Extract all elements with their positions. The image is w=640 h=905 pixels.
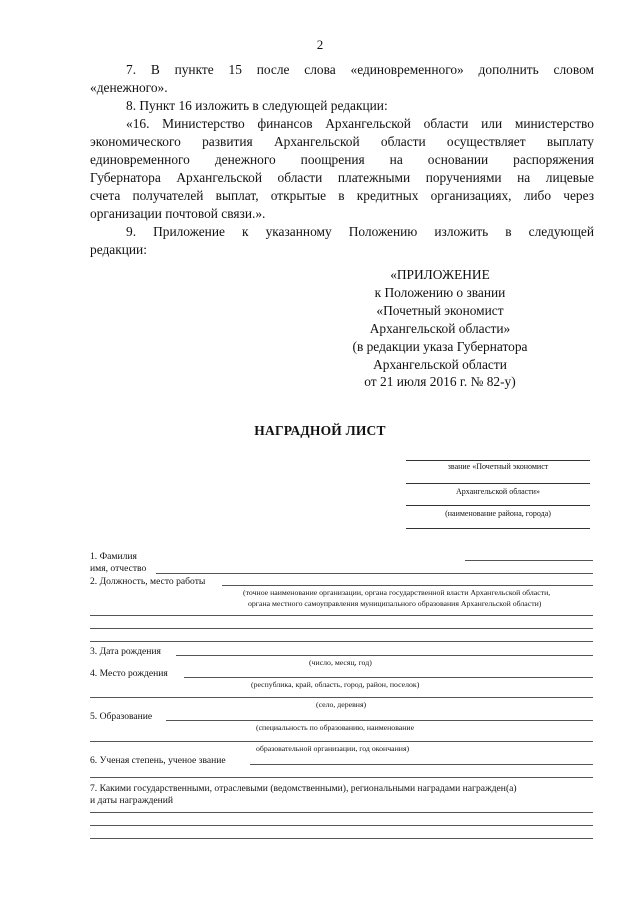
position-field-2[interactable]: [90, 615, 593, 616]
amendment-7: [90, 61, 594, 97]
amendment-16-line-2: экономического развития Архангельской области осуществляет выплату: [90, 134, 594, 149]
appendix-heading: [335, 266, 545, 391]
district-caption: (наименование района, города): [445, 509, 551, 518]
name-label: имя, отчество: [90, 563, 147, 574]
district-line: [406, 505, 590, 506]
amendment-8-line: 8. Пункт 16 изложить в следующей редакции:: [126, 98, 388, 113]
education-hint-1: (специальность по образованию, наименование: [256, 723, 415, 732]
birth-date-hint: (число, месяц, год): [309, 658, 372, 667]
rank-caption-1: звание «Почетный экономист: [447, 462, 549, 471]
position-hint-2: органа местного самоуправления муниципального образования Архангельской области): [248, 599, 542, 608]
district-line-2: [406, 528, 590, 529]
appendix-line-2: к Положению о звании: [374, 284, 506, 300]
appendix-line-4: Архангельской области»: [369, 320, 511, 336]
position-label: 2. Должность, место работы: [90, 576, 206, 587]
position-hint-1: (точное наименование организации, органа государственной власти Архангельской области,: [243, 588, 551, 597]
amendment-16-line-4: Губернатора Архангельской области платежными поручениями на лицевые: [90, 170, 594, 185]
rank-line-2: [406, 483, 590, 484]
amendment-16-line-3: единовременного денежного поощрения на основании распоряжения: [90, 152, 594, 167]
position-field[interactable]: [222, 585, 593, 586]
amendment-16-line-1: «16. Министерство финансов Архангельской области или министерство: [126, 116, 594, 131]
birth-place-label: 4. Место рождения: [90, 668, 168, 679]
page-number: 2: [316, 37, 324, 52]
appendix-line-5: (в редакции указа Губернатора: [352, 338, 528, 354]
awards-field-1[interactable]: [90, 812, 593, 813]
amendment-16: [90, 115, 594, 223]
education-hint-2: образовательной организации, год окончания): [256, 744, 410, 753]
birth-date-field[interactable]: [176, 655, 593, 656]
surname-field[interactable]: [465, 560, 593, 561]
amendment-16-line-6: организации почтовой связи.».: [90, 206, 266, 221]
appendix-line-7: от 21 июля 2016 г. № 82-у): [364, 374, 516, 390]
birth-date-label: 3. Дата рождения: [90, 646, 161, 657]
degree-label: 6. Ученая степень, ученое звание: [90, 755, 226, 766]
amendment-7-line-1: 7. В пункте 15 после слова «единовременного» дополнить словом: [126, 62, 594, 77]
amendment-9: [90, 223, 594, 259]
birth-place-hint-2: (село, деревня): [316, 700, 367, 709]
education-field[interactable]: [166, 720, 593, 721]
position-field-4[interactable]: [90, 641, 593, 642]
surname-label: 1. Фамилия: [90, 551, 137, 562]
birth-place-field-2[interactable]: [90, 697, 593, 698]
amendment-9-line-2: редакции:: [90, 242, 147, 257]
appendix-line-6: Архангельской области: [373, 356, 507, 372]
awards-field-3[interactable]: [90, 838, 593, 839]
awards-label-2: и даты награждений: [90, 795, 174, 806]
degree-field-2[interactable]: [90, 777, 593, 778]
birth-place-hint: (республика, край, область, город, район, поселок): [251, 680, 420, 689]
amendment-8: [90, 97, 594, 115]
rank-caption-2: Архангельской области»: [456, 487, 540, 496]
amendment-9-line-1: 9. Приложение к указанному Положению изложить в следующей: [126, 224, 594, 239]
rank-line-1: [406, 460, 590, 461]
birth-place-field[interactable]: [184, 677, 593, 678]
education-label: 5. Образование: [90, 711, 153, 722]
position-field-3[interactable]: [90, 628, 593, 629]
awards-field-2[interactable]: [90, 825, 593, 826]
awards-label: 7. Какими государственными, отраслевыми (ведомственными), региональными наградами награжден(а): [90, 783, 517, 794]
amendment-7-line-2: «денежного».: [90, 80, 168, 95]
appendix-line-1: «ПРИЛОЖЕНИЕ: [390, 267, 490, 282]
degree-field[interactable]: [250, 764, 593, 765]
form-title: НАГРАДНОЙ ЛИСТ: [254, 423, 386, 438]
appendix-line-3: «Почетный экономист: [376, 302, 504, 318]
amendment-16-line-5: счета получателей выплат, открытые в кредитных организациях, либо через: [90, 188, 594, 203]
name-field[interactable]: [156, 573, 593, 574]
education-field-2[interactable]: [90, 741, 593, 742]
